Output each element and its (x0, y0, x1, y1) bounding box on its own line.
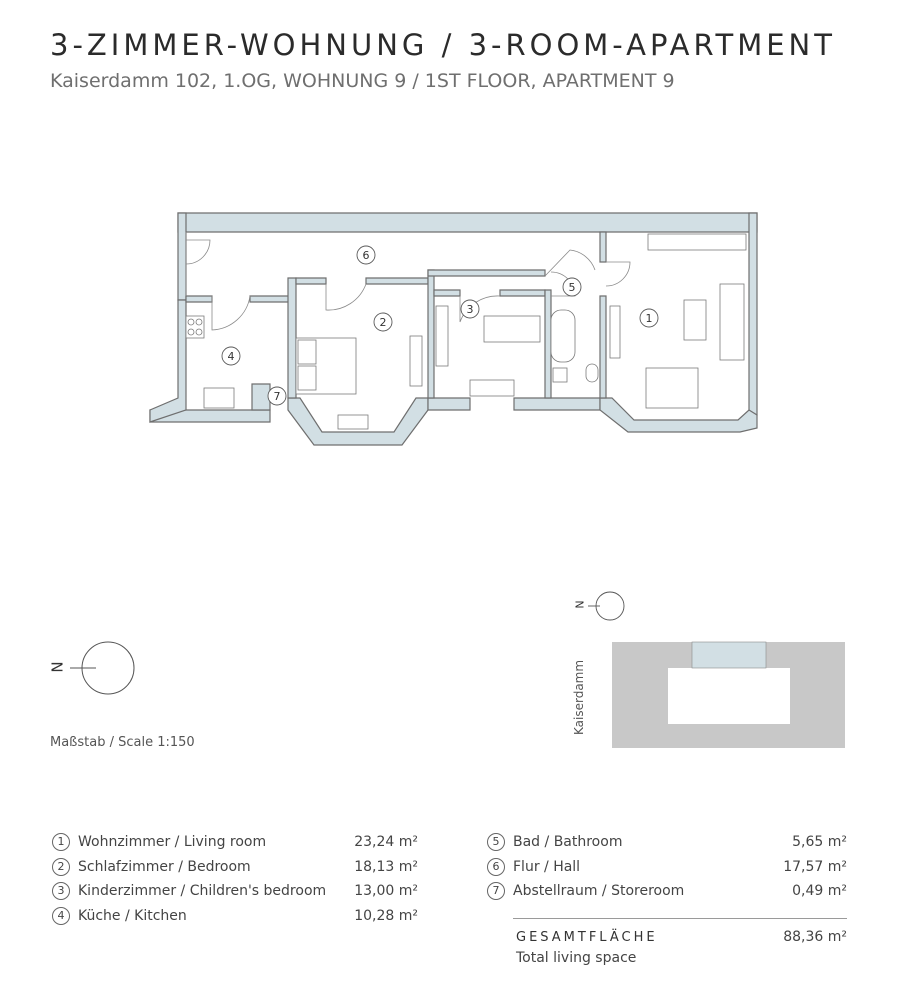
legend-row (52, 881, 418, 906)
wall-childrens-top-2 (500, 290, 545, 296)
legend-row (487, 881, 847, 906)
door-hall-entry (186, 240, 210, 264)
outer-wall-top (178, 213, 757, 232)
legend-number: 6 (487, 858, 505, 876)
marker-1: 1 (645, 312, 653, 325)
hall-outline (186, 232, 250, 330)
legend-room-area: 0,49 m² (792, 883, 847, 899)
total-area: 88,36 m² (783, 929, 847, 945)
stove (186, 316, 204, 338)
legend-room-area: 18,13 m² (354, 858, 418, 875)
bed-single (484, 316, 540, 342)
wall-storeroom (252, 384, 270, 410)
tv-unit (610, 306, 620, 358)
marker-7: 7 (273, 390, 281, 403)
legend-room-area: 5,65 m² (792, 834, 847, 850)
desk-bedroom (338, 415, 368, 429)
sink-bath (553, 368, 567, 382)
total-sublabel: Total living space (516, 950, 637, 966)
legend-room-area: 17,57 m² (783, 858, 847, 875)
wall-hall-kitchen (186, 296, 212, 302)
legend-row (52, 832, 418, 857)
north-label-small: N (573, 600, 587, 609)
toilet (586, 364, 598, 382)
marker-6: 6 (362, 249, 370, 262)
wall-hall-kitchen-2 (250, 296, 290, 302)
legend-room-name: Wohnzimmer / Living room (78, 834, 267, 850)
marker-5: 5 (568, 281, 576, 294)
legend-row (487, 832, 847, 857)
page-title: 3-ZIMMER-WOHNUNG / 3-ROOM-APARTMENT (50, 28, 836, 62)
outer-wall-right (749, 213, 757, 415)
legend-row (52, 857, 418, 882)
legend-room-name: Kinderzimmer / Children's bedroom (78, 883, 327, 899)
legend-number: 5 (487, 833, 505, 851)
north-label-large: N (48, 661, 67, 673)
legend-room-name: Flur / Hall (513, 858, 581, 875)
total-divider (513, 918, 847, 919)
wall-bath-right (600, 296, 606, 398)
legend-number: 2 (52, 858, 70, 876)
wall-childrens-left (428, 270, 434, 398)
wardrobe-bedroom (410, 336, 422, 386)
dining-table (646, 368, 698, 408)
wall-hall-top (428, 270, 545, 276)
wall-bedroom-top (296, 278, 326, 284)
wall-living-left (600, 232, 606, 262)
legend-room-name: Schlafzimmer / Bedroom (78, 858, 251, 875)
site-plan (612, 642, 845, 748)
legend-room-name: Abstellraum / Storeroom (513, 883, 685, 899)
door-living (606, 262, 630, 286)
wall-childrens-top (434, 290, 460, 296)
legend-row (487, 857, 847, 882)
compass-small (588, 592, 624, 620)
desk-childrens (470, 380, 514, 396)
compass-large (70, 642, 134, 694)
bath-bottom-wall (514, 398, 600, 410)
kitchen-left-wall (150, 300, 186, 422)
kitchen-sink (204, 388, 234, 408)
outer-wall-left (178, 213, 186, 300)
wall-bedroom-top-2 (366, 278, 428, 284)
street-label: Kaiserdamm (572, 659, 586, 735)
legend-number: 1 (52, 833, 70, 851)
marker-2: 2 (379, 316, 387, 329)
page-subtitle: Kaiserdamm 102, 1.OG, WOHNUNG 9 / 1ST FLOOR, APARTMENT 9 (50, 70, 675, 92)
marker-4: 4 (227, 350, 235, 363)
total-label: GESAMTFLÄCHE (516, 930, 658, 945)
legend-room-area: 23,24 m² (354, 834, 418, 850)
marker-3: 3 (466, 303, 474, 316)
scale-label: Maßstab / Scale 1:150 (50, 735, 195, 750)
room-legend-left (52, 832, 418, 930)
room-legend-right (487, 832, 847, 906)
legend-number: 7 (487, 882, 505, 900)
wall-bath-left (545, 290, 551, 398)
legend-room-area: 13,00 m² (354, 883, 418, 899)
legend-number: 4 (52, 907, 70, 925)
legend-room-name: Bad / Bathroom (513, 834, 623, 850)
legend-room-area: 10,28 m² (354, 907, 418, 924)
coffee-table (684, 300, 706, 340)
legend-number: 3 (52, 882, 70, 900)
sofa (720, 284, 744, 360)
legend-room-name: Küche / Kitchen (78, 907, 187, 924)
childrens-room-bottom-wall (428, 398, 470, 410)
wall-bedroom-left (288, 278, 296, 398)
bathtub (551, 310, 575, 362)
legend-row (52, 906, 418, 931)
sideboard (648, 234, 746, 250)
wardrobe-childrens (436, 306, 448, 366)
door-bedroom (326, 284, 366, 310)
